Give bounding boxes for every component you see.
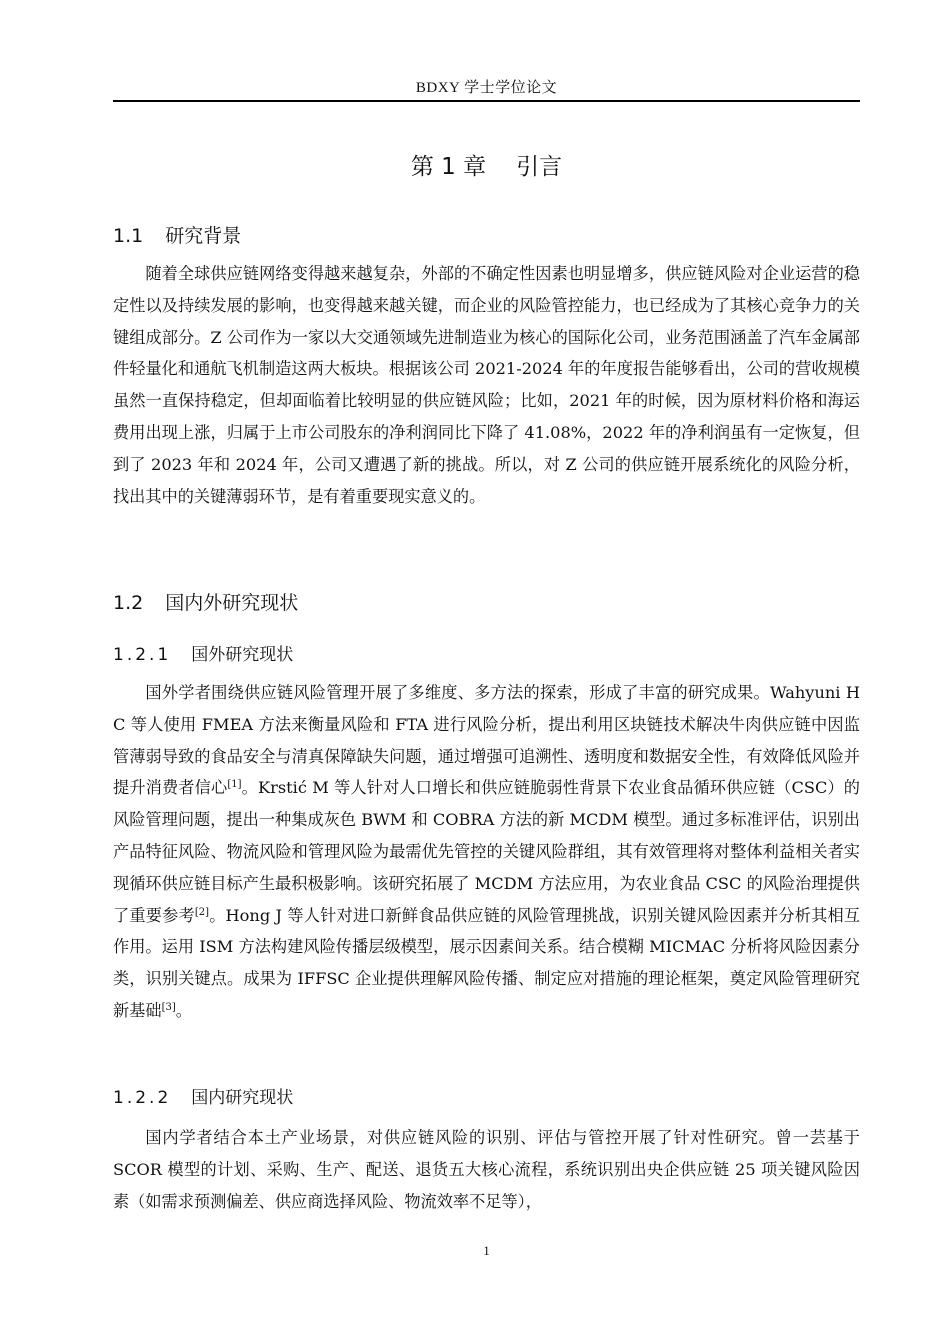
subsection-number: 1.2.1 [113,645,172,665]
section-number: 1.1 [113,225,144,247]
domestic-research-paragraph: 国内学者结合本土产业场景，对供应链风险的识别、评估与管控开展了针对性研究。曾一芸基于 SCOR 模型的计划、采购、生产、配送、退货五大核心流程，系统识别出央企供应链 25 项关键风险因素（如需求预测偏差、供应商选择风险、物流效率不足等）， [113,1128,860,1211]
running-header: BDXY 学士学位论文 [415,80,558,96]
subsection-heading-1-2-2 [113,1083,293,1108]
paragraph-text: 国外学者围绕供应链风险管理开展了多维度、多方法的探索，形成了丰富的研究成果。Wahyuni H C 等人使用 FMEA 方法来衡量风险和 FTA 进行风险分析，提出利用区块链技术解决牛肉供应链中因监管薄弱导致的食品安全与清真保障缺失问题，通过增强可追溯性、透明度和数据安全性，有效降低风险并提升消费者信心 [113,683,860,798]
chapter-title [113,148,860,181]
subsection-title: 国外研究现状 [191,645,294,665]
page-number: 1 [483,1243,490,1258]
citation-ref: [1] [227,779,242,791]
citation-ref: [3] [161,1001,176,1013]
subsection-heading-1-2-1 [113,640,293,665]
citation-ref: [2] [194,906,210,918]
chapter-name: 引言 [516,154,563,180]
subsection-number: 1.2.2 [113,1088,172,1108]
section-heading-1-1 [113,221,241,248]
paragraph-text: 。Hong J 等人针对进口新鲜食品供应链的风险管理挑战，识别关键风险因素并分析其相互作用。运用 ISM 方法构建风险传播层级模型，展示因素间关系。结合模糊 MICMAC 分析将风险因素分类，识别关键点。成果为 IFFSC 企业提供理解风险传播、制定应对措施的理论框架，奠定风险管理研究新基础 [113,905,861,1020]
paragraph-text: 。 [175,1000,192,1020]
subsection-title: 国内研究现状 [191,1088,294,1108]
background-paragraph: 随着全球供应链网络变得越来越复杂，外部的不确定性因素也明显增多，供应链风险对企业运营的稳定性以及持续发展的影响，也变得越来越关键，而企业的风险管控能力，也已经成为了其核心竞争力的关键组成部分。Z 公司作为一家以大交通领域先进制造业为核心的国际化公司，业务范围涵盖了汽车金属部件轻量化和通航飞机制造这两大板块。根据该公司 2021-2024 年的年度报告能够看出，公司的营收规模虽然一直保持稳定，但却面临着比较明显的供应链风险；比如，2021 年的时候，因为原材料价格和海运费用出现上涨，归属于上市公司股东的净利润同比下降了 41.08%，2022 年的净利润虽有一定恢复，但到了 2023 年和 2024 年，公司又遭遇了新的挑战。所以，对 Z 公司的供应链开展系统化的风险分析，找出其中的关键薄弱环节，是有着重要现实意义的。 [113,264,860,506]
section-title: 研究背景 [165,225,242,247]
foreign-research-paragraph [113,677,860,1027]
section-title: 国内外研究现状 [165,592,299,614]
chapter-number: 第 1 章 [410,154,487,180]
section-heading-1-2 [113,588,298,615]
section-number: 1.2 [113,592,144,614]
paragraph-text: 。Krstić M 等人针对人口增长和供应链脆弱性背景下农业食品循环供应链（CSC）的风险管理问题，提出一种集成灰色 BWM 和 COBRA 方法的新 MCDM 模型。通过多标准评估，识别出产品特征风险、物流风险和管理风险为最需优先管控的关键风险群组，其有效管理将对整体利益相关者实现循环供应链目标产生最积极影响。该研究拓展了 MCDM 方法应用，为农业食品 CSC 的风险治理提供了重要参考 [113,778,860,925]
header-rule [113,100,860,102]
